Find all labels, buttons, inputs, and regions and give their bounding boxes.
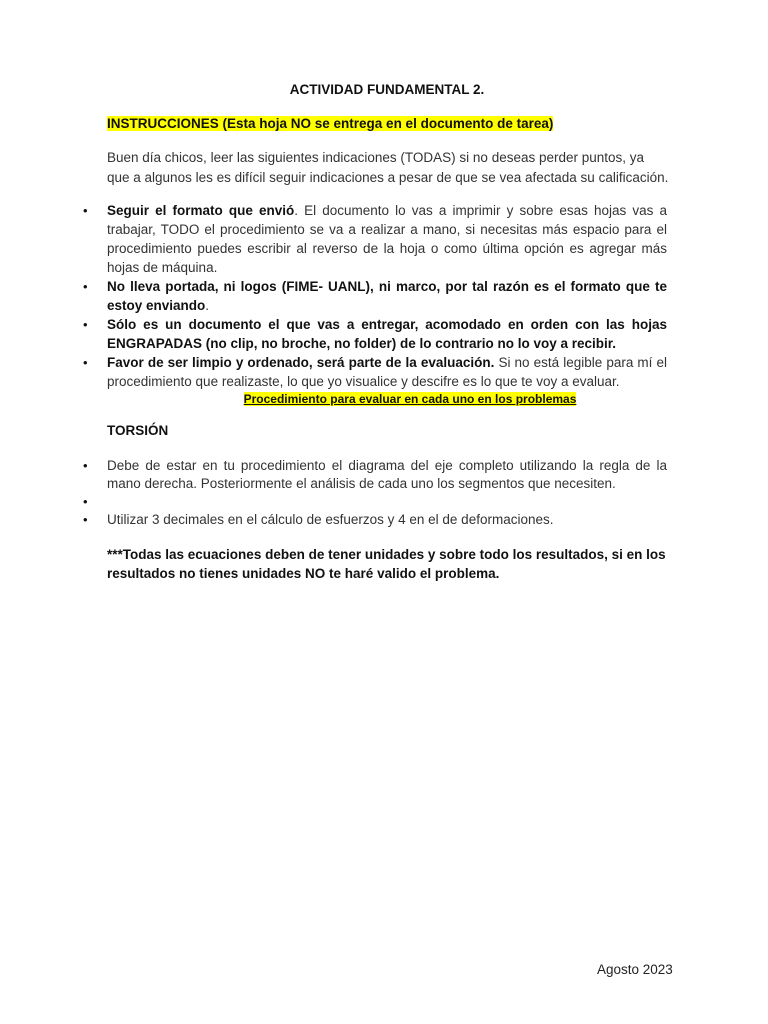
rule-item	[83, 353, 667, 391]
document-date: Agosto 2023	[597, 962, 673, 977]
bullet-icon: •	[83, 458, 88, 473]
bullet-icon: •	[83, 279, 88, 294]
rule-item	[83, 277, 667, 315]
bullet-icon: •	[83, 494, 88, 509]
torsion-item-text: Debe de estar en tu procedimiento el diagrama del eje completo utilizando la regla de la mano derecha. Posteriormente el análisis de cada uno los segmentos que necesiten.	[107, 458, 667, 491]
bullet-icon: •	[83, 203, 88, 218]
rule-text: .	[205, 298, 210, 313]
rule-bold-text: Favor de ser limpio y ordenado, será parte de la evaluación.	[107, 355, 495, 370]
torsion-list	[83, 457, 667, 529]
instructions-heading	[107, 116, 553, 131]
torsion-item	[83, 457, 667, 493]
torsion-item	[83, 493, 667, 511]
rule-text: Si no está legible para mí el procedimiento que realizaste, lo que yo visualice y descifre es lo que te voy a evaluar.	[107, 355, 667, 389]
section-title-torsion: TORSIÓN	[107, 423, 169, 438]
bullet-icon: •	[83, 317, 88, 332]
intro-paragraph: Buen día chicos, leer las siguientes indicaciones (TODAS) si no deseas perder puntos, ya que a algunos les es difícil seguir indicaciones a pesar de que se vea afectada su calificación.	[107, 150, 669, 185]
rule-item	[83, 201, 667, 277]
rule-bold-text: Sólo es un documento el que vas a entregar, acomodado en orden con las hojas ENGRAPADAS (no clip, no broche, no folder) de lo contrario no lo voy a recibir.	[107, 317, 667, 351]
rule-bold-text: No lleva portada, ni logos (FIME- UANL), ni marco, por tal razón es el formato que te estoy enviando	[107, 279, 667, 313]
rule-text: . El documento lo vas a imprimir y sobre esas hojas vas a trabajar, TODO el procedimiento se va a realizar a mano, si necesitas más espacio para el procedimiento puedes escribir al reverso de la hoja o como última opción es agregar más hojas de máquina.	[107, 203, 667, 275]
rule-item	[83, 315, 667, 353]
document-title: ACTIVIDAD FUNDAMENTAL 2.	[289, 82, 485, 97]
torsion-item	[83, 511, 667, 529]
instructions-heading-text: INSTRUCCIONES (Esta hoja NO se entrega en el documento de tarea)	[107, 116, 554, 131]
procedure-heading-text: Procedimiento para evaluar en cada uno en los problemas	[243, 392, 577, 406]
bullet-icon: •	[83, 512, 88, 527]
rules-list	[83, 201, 667, 391]
procedure-heading	[0, 392, 768, 406]
final-note: ***Todas las ecuaciones deben de tener unidades y sobre todo los resultados, si en los resultados no tienes unidades NO te haré valido el problema.	[107, 547, 666, 581]
rule-bold-text: Seguir el formato que envió	[107, 203, 295, 218]
torsion-item-text: Utilizar 3 decimales en el cálculo de esfuerzos y 4 en el de deformaciones.	[107, 512, 554, 527]
bullet-icon: •	[83, 355, 88, 370]
